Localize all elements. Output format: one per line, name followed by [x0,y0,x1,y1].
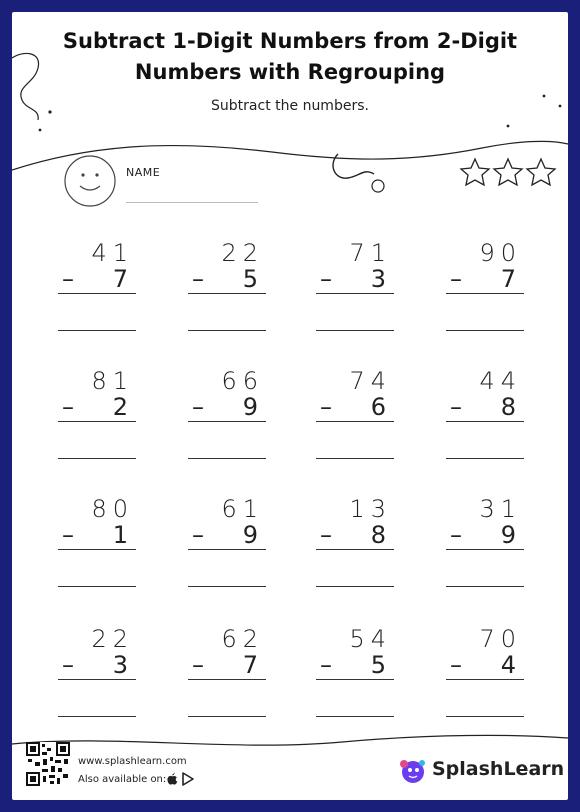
subtraction-problem [446,626,526,722]
app-store-icons [166,772,196,786]
minus-sign: – [192,651,204,679]
sum-line [58,293,136,294]
answer-line[interactable] [188,330,266,331]
subtraction-problem [58,626,138,722]
minuend: 41 [91,239,134,267]
subtraction-problem [446,368,526,464]
subtrahend-row [188,522,264,548]
subtraction-problem [316,626,396,722]
minuend: 22 [91,625,134,653]
subtrahend-row [58,394,134,420]
subtraction-problem [58,496,138,592]
subtrahend-row [316,652,392,678]
answer-line[interactable] [316,586,394,587]
subtraction-problem [188,496,268,592]
minuend: 66 [221,367,264,395]
minus-sign: – [62,651,74,679]
subtrahend-row [58,652,134,678]
subtrahend: 8 [370,521,392,549]
subtrahend: 9 [242,521,264,549]
subtrahend: 2 [112,393,134,421]
subtraction-problem [316,368,396,464]
minus-sign: – [62,393,74,421]
subtraction-problem [188,368,268,464]
subtrahend-row [316,522,392,548]
title-line-2: Numbers with Regrouping [134,60,446,84]
smiley-face-icon [65,156,115,206]
name-label: NAME [126,166,161,179]
sum-line [58,421,136,422]
answer-line[interactable] [446,716,524,717]
subtrahend-row [188,266,264,292]
answer-line[interactable] [188,586,266,587]
answer-line[interactable] [316,458,394,459]
sum-line [316,293,394,294]
subtrahend: 7 [112,265,134,293]
subtrahend-row [446,652,522,678]
subtrahend: 4 [500,651,522,679]
sum-line [58,549,136,550]
minuend: 90 [479,239,522,267]
subtrahend-row [446,394,522,420]
sum-line [188,293,266,294]
minus-sign: – [192,521,204,549]
subtraction-problem [446,496,526,592]
sum-line [446,421,524,422]
subtraction-problem [58,240,138,336]
rating-stars-icon [461,159,555,185]
subtraction-problem [188,240,268,336]
subtraction-problem [316,240,396,336]
answer-line[interactable] [188,458,266,459]
minus-sign: – [450,393,462,421]
sum-line [188,679,266,680]
subtrahend-row [446,522,522,548]
minuend: 31 [479,495,522,523]
title-line-1: Subtract 1-Digit Numbers from 2-Digit [62,29,518,53]
minuend: 74 [349,367,392,395]
wave-divider [12,141,568,170]
subtrahend: 5 [242,265,264,293]
minuend: 13 [349,495,392,523]
subtrahend: 9 [242,393,264,421]
dot-decoration [39,129,42,132]
subtrahend-row [58,266,134,292]
dot-decoration [507,125,510,128]
website-link[interactable]: www.splashlearn.com [78,756,187,767]
subtrahend-row [446,266,522,292]
brand-name: SplashLearn [432,758,565,780]
subtrahend: 6 [370,393,392,421]
sum-line [446,549,524,550]
answer-line[interactable] [316,716,394,717]
sum-line [188,421,266,422]
minus-sign: – [192,265,204,293]
answer-line[interactable] [446,330,524,331]
subtraction-problem [58,368,138,464]
instruction-text: Subtract the numbers. [211,98,369,114]
name-field-line[interactable] [126,202,258,203]
subtrahend-row [316,394,392,420]
minus-sign: – [450,521,462,549]
subtrahend-row [316,266,392,292]
footer-wave-divider [12,735,568,745]
answer-line[interactable] [446,458,524,459]
subtraction-problem [316,496,396,592]
minus-sign: – [192,393,204,421]
answer-line[interactable] [188,716,266,717]
subtrahend: 7 [500,265,522,293]
minus-sign: – [450,651,462,679]
subtrahend-row [188,652,264,678]
sum-line [446,679,524,680]
subtrahend: 9 [500,521,522,549]
minus-sign: – [320,651,332,679]
subtrahend: 7 [242,651,264,679]
subtraction-problem [446,240,526,336]
qr-code-icon [26,742,70,786]
minuend: 54 [349,625,392,653]
sum-line [446,293,524,294]
bubble-decoration [372,180,384,192]
answer-line[interactable] [58,330,136,331]
subtrahend: 3 [370,265,392,293]
sum-line [188,549,266,550]
subtrahend-row [188,394,264,420]
subtrahend: 1 [112,521,134,549]
sum-line [316,679,394,680]
minuend: 44 [479,367,522,395]
answer-line[interactable] [58,458,136,459]
worksheet-title [12,26,568,88]
dot-decoration [543,95,546,98]
subtrahend: 5 [370,651,392,679]
worksheet [12,12,568,800]
minuend: 62 [221,625,264,653]
minus-sign: – [62,265,74,293]
sum-line [316,421,394,422]
splashlearn-logo-icon [398,756,428,786]
minuend: 70 [479,625,522,653]
minus-sign: – [320,393,332,421]
minuend: 80 [91,495,134,523]
answer-line[interactable] [58,586,136,587]
also-available-text: Also available on: [78,774,167,785]
subtrahend: 3 [112,651,134,679]
subtraction-problem [188,626,268,722]
sum-line [316,549,394,550]
google-play-icon [183,773,193,785]
minuend: 22 [221,239,264,267]
apple-icon [167,773,177,785]
answer-line[interactable] [316,330,394,331]
minuend: 71 [349,239,392,267]
minus-sign: – [320,521,332,549]
minus-sign: – [320,265,332,293]
subtrahend-row [58,522,134,548]
minus-sign: – [450,265,462,293]
minuend: 61 [221,495,264,523]
sum-line [58,679,136,680]
minuend: 81 [91,367,134,395]
answer-line[interactable] [58,716,136,717]
minus-sign: – [62,521,74,549]
answer-line[interactable] [446,586,524,587]
subtrahend: 8 [500,393,522,421]
